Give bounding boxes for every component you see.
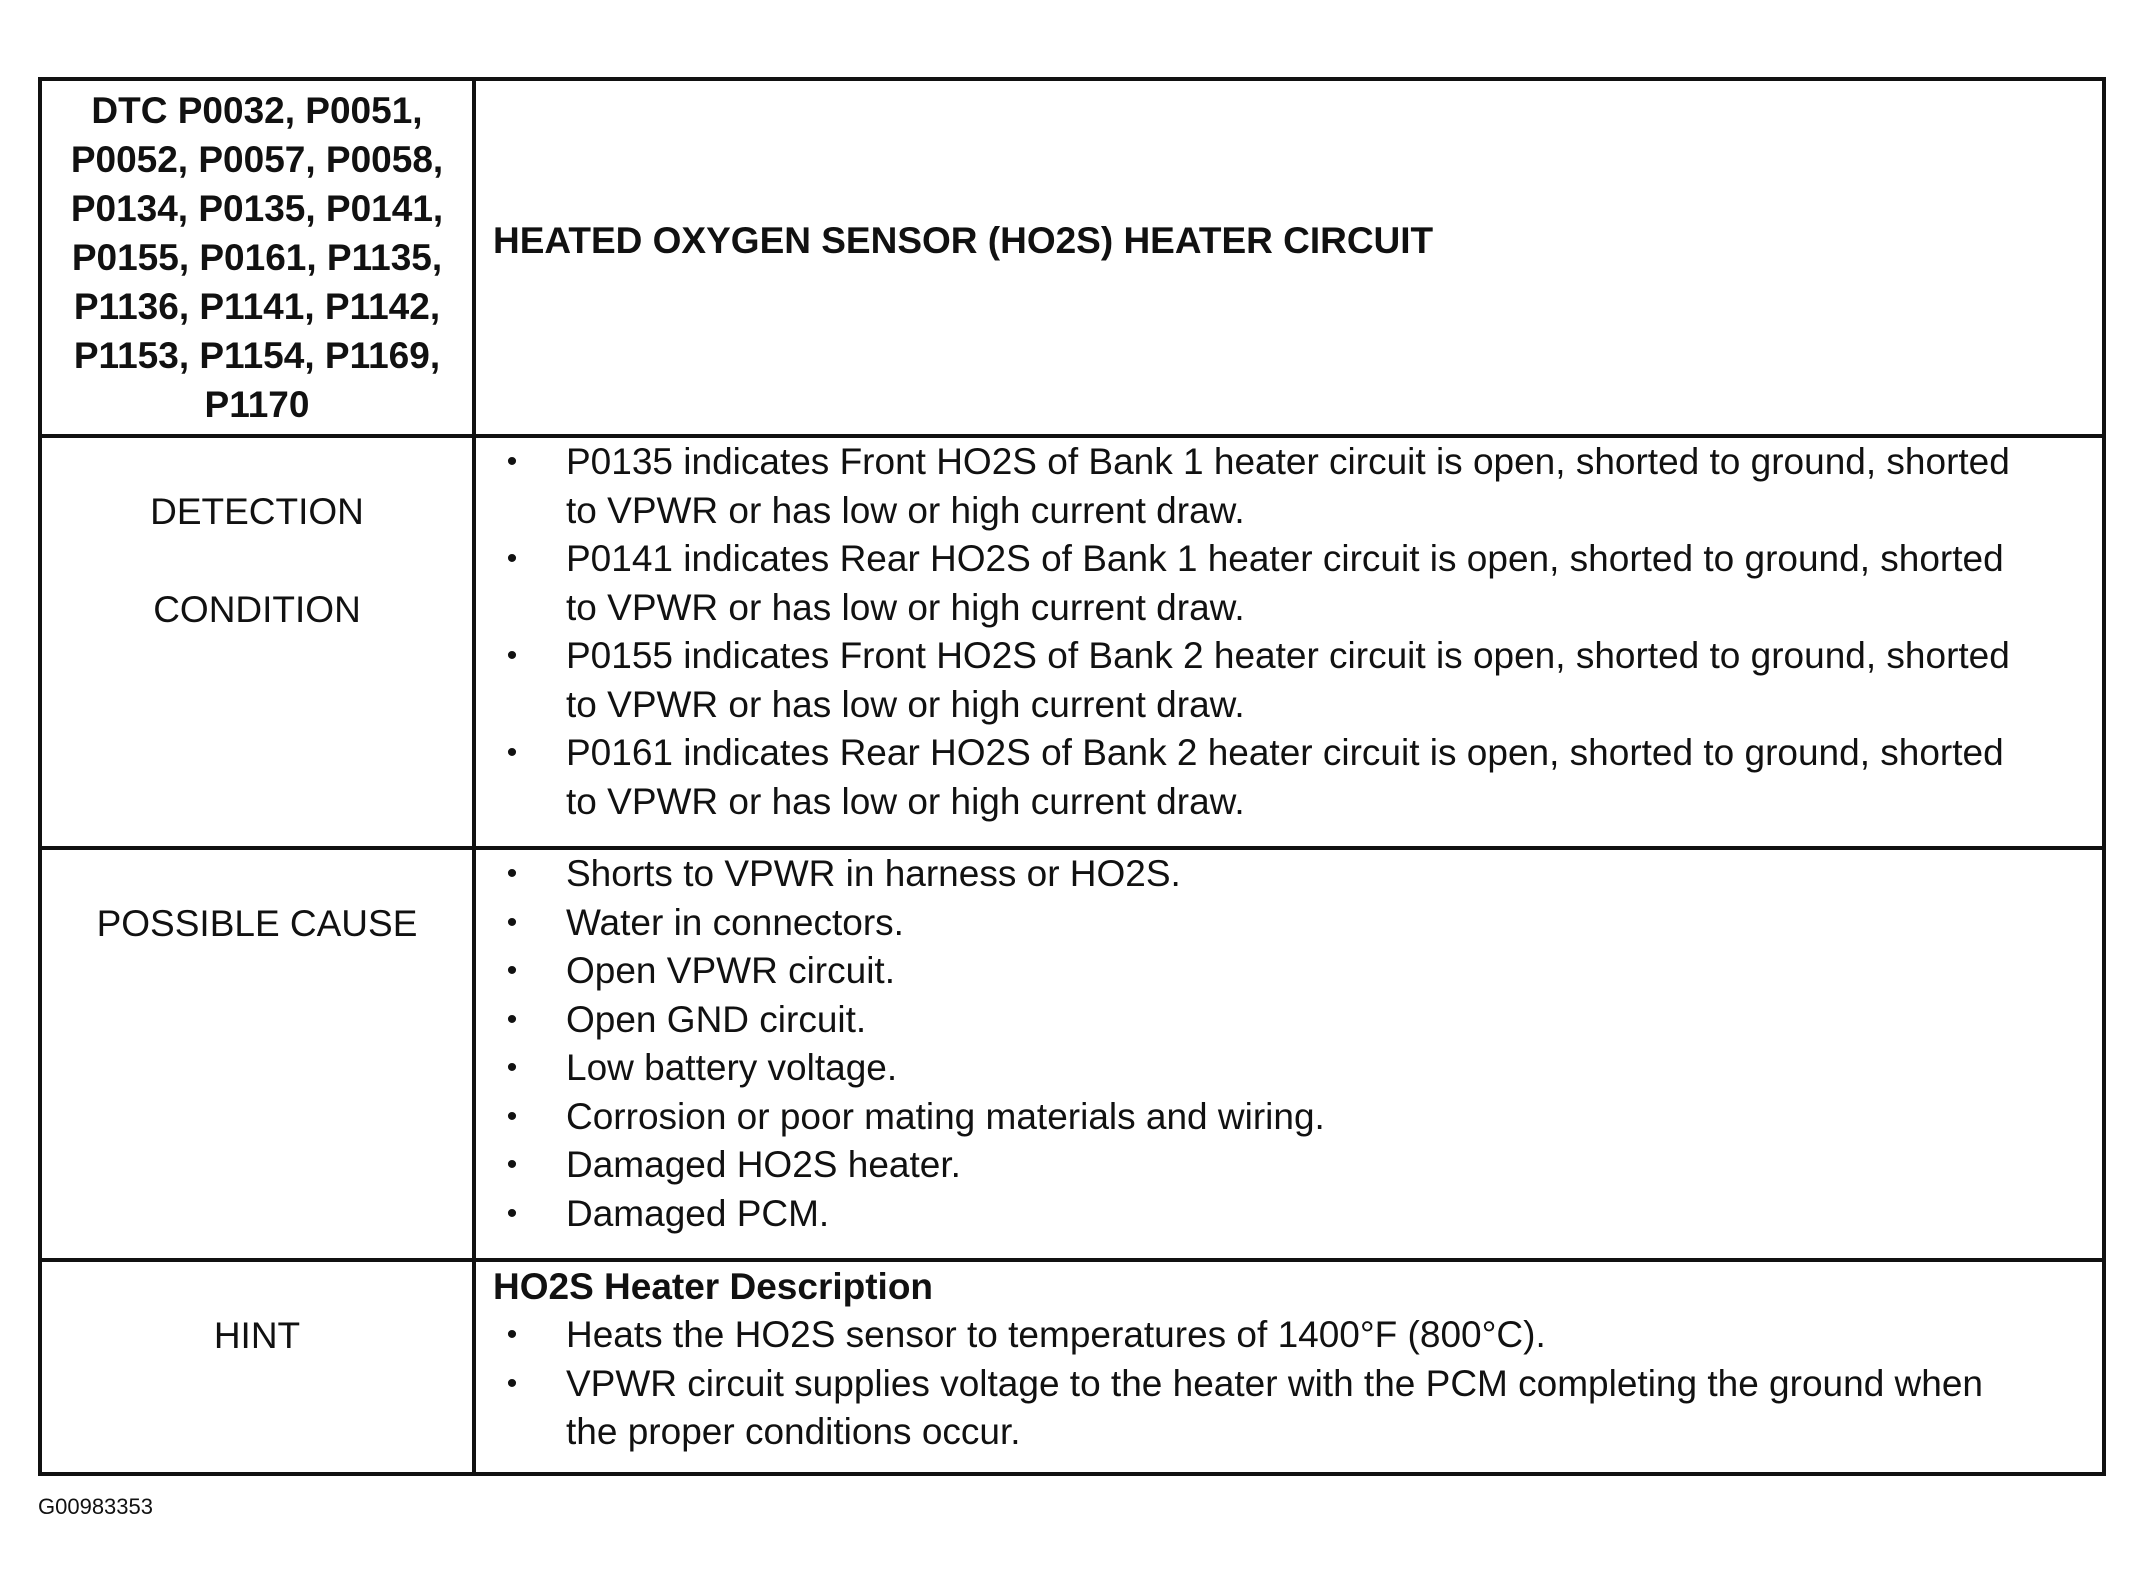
dtc-line: P0052, P0057, P0058, [70, 139, 444, 180]
list-item-text: Shorts to VPWR in harness or HO2S. [566, 853, 1181, 894]
header-row [40, 79, 2104, 436]
list-item-text: P0141 indicates Rear HO2S of Bank 1 heater circuit is open, shorted to ground, shorted to VPWR or has low or high current draw. [566, 538, 2004, 628]
detection-content-cell [474, 436, 2104, 848]
list-item [476, 1190, 2102, 1239]
dtc-line: P1153, P1154, P1169, [73, 335, 441, 376]
list-item [476, 729, 2102, 826]
list-item [476, 632, 2102, 729]
bullet-icon: • [506, 1318, 518, 1351]
hint-title: HO2S Heater Description [493, 1266, 934, 1307]
bullet-icon: • [506, 1099, 518, 1133]
list-item [476, 1093, 2102, 1142]
possible-cause-label-cell [40, 848, 474, 1260]
list-item [476, 1360, 2102, 1457]
hint-list [476, 1311, 2102, 1457]
dtc-line: DTC P0032, P0051, [91, 90, 423, 131]
dtc-codes-cell [40, 79, 474, 436]
hint-label-cell [40, 1260, 474, 1474]
possible-cause-list [476, 850, 2102, 1238]
list-item-text: Open VPWR circuit. [566, 950, 895, 991]
bullet-icon: • [506, 736, 518, 769]
detection-list [476, 438, 2102, 826]
bullet-icon: • [506, 905, 518, 939]
list-item-text: VPWR circuit supplies voltage to the heater with the PCM completing the ground when the proper conditions occur. [566, 1362, 1984, 1452]
bullet-icon: • [506, 639, 518, 672]
list-item [476, 899, 2102, 948]
list-item-text: Low battery voltage. [566, 1047, 898, 1088]
list-item [476, 535, 2102, 632]
list-item-text: P0135 indicates Front HO2S of Bank 1 heater circuit is open, shorted to ground, shorted to VPWR or has low or high current draw. [566, 441, 2010, 531]
figure-id: G00983353 [38, 1494, 153, 1519]
possible-cause-row [40, 848, 2104, 1260]
list-item-text: Corrosion or poor mating materials and wiring. [566, 1095, 1325, 1137]
detection-label-cell [40, 436, 474, 848]
bullet-icon: • [506, 1366, 518, 1400]
dtc-codes [42, 81, 472, 429]
dtc-table [38, 77, 2106, 1476]
list-item [476, 850, 2102, 899]
list-item-text: Open GND circuit. [566, 998, 867, 1040]
list-item-text: Damaged PCM. [566, 1192, 830, 1234]
list-item [476, 996, 2102, 1045]
dtc-line: P0155, P0161, P1135, [71, 237, 443, 278]
detection-row [40, 436, 2104, 848]
bullet-icon: • [506, 1196, 518, 1230]
bullet-icon: • [506, 857, 518, 890]
list-item [476, 1311, 2102, 1360]
bullet-icon: • [506, 1148, 518, 1181]
bullet-icon: • [506, 1051, 518, 1084]
list-item-text: Heats the HO2S sensor to temperatures of 1400°F (800°C). [566, 1314, 1546, 1355]
detection-label-line: DETECTION [150, 491, 364, 532]
list-item [476, 438, 2102, 535]
hint-row [40, 1260, 2104, 1474]
bullet-icon: • [506, 954, 518, 987]
list-item-text: Water in connectors. [566, 901, 904, 943]
section-heading-cell [474, 79, 2104, 436]
dtc-line: P0134, P0135, P0141, [70, 188, 444, 229]
detection-label-line: CONDITION [153, 589, 361, 630]
list-item-text: Damaged HO2S heater. [566, 1144, 961, 1185]
list-item [476, 1141, 2102, 1190]
section-heading: HEATED OXYGEN SENSOR (HO2S) HEATER CIRCUIT [493, 219, 1434, 261]
possible-cause-content-cell [474, 848, 2104, 1260]
list-item [476, 947, 2102, 996]
list-item [476, 1044, 2102, 1093]
possible-cause-label: POSSIBLE CAUSE [96, 903, 418, 944]
bullet-icon: • [506, 542, 518, 575]
dtc-line: P1136, P1141, P1142, [73, 286, 441, 327]
hint-content-cell [474, 1260, 2104, 1474]
dtc-line: P1170 [204, 384, 310, 425]
bullet-icon: • [506, 445, 518, 478]
bullet-icon: • [506, 1002, 518, 1036]
hint-label: HINT [213, 1315, 301, 1356]
list-item-text: P0155 indicates Front HO2S of Bank 2 heater circuit is open, shorted to ground, shorted to VPWR or has low or high current draw. [566, 635, 2010, 725]
list-item-text: P0161 indicates Rear HO2S of Bank 2 heater circuit is open, shorted to ground, shorted to VPWR or has low or high current draw. [566, 732, 2004, 822]
